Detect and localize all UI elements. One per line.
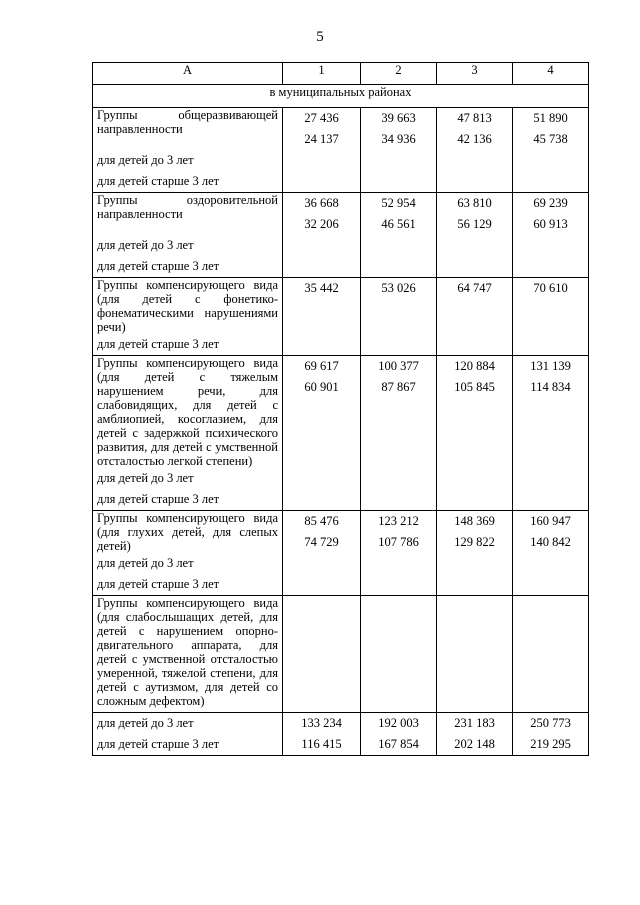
value: 105 845 [454,380,495,394]
column-header-3: 3 [437,63,513,85]
value-cell [437,193,513,278]
value: 129 822 [454,535,495,549]
table-header-row [93,63,589,85]
value: 60 901 [304,380,339,394]
table-row [93,596,589,713]
table-row [93,108,589,193]
value: 39 663 [381,111,416,125]
age-label: для детей старше 3 лет [97,492,220,506]
group-name: Группы компенсирующего вида (для детей с фонетико-фонематическими нарушениями речи) [97,278,278,334]
age-label: для детей до 3 лет [97,471,194,485]
age-label: для детей старше 3 лет [97,174,220,188]
value: 133 234 [301,716,342,730]
value: 35 442 [304,281,339,295]
value: 56 129 [457,217,492,231]
value: 114 834 [530,380,571,394]
age-label: для детей старше 3 лет [97,337,220,351]
age-label: для детей до 3 лет [97,238,194,252]
value: 123 212 [378,514,419,528]
value: 64 747 [457,281,492,295]
value: 32 206 [304,217,339,231]
value-cell [361,193,437,278]
value-cell [513,713,589,756]
value-cell [361,108,437,193]
value-cell [283,511,361,596]
value-cell [437,108,513,193]
value-cell [437,356,513,511]
value-cell [361,511,437,596]
value: 27 436 [304,111,339,125]
age-label: для детей старше 3 лет [97,737,220,751]
table-row [93,193,589,278]
group-cell [93,193,283,278]
age-label: для детей до 3 лет [97,556,194,570]
value: 63 810 [457,196,492,210]
group-name: Группы компенсирующего вида (для детей с тяжелым нарушением речи, для слабовидящих, для детей с амблиопией, косоглазием, для детей с задержкой психического развития, для детей с умственной отсталостью легкой степени) [97,356,278,468]
value-cell [361,713,437,756]
group-cell [93,596,283,713]
age-label: для детей до 3 лет [97,716,194,730]
value: 231 183 [454,716,495,730]
value: 69 617 [304,359,339,373]
empty-cell [361,596,437,713]
value-cell [513,108,589,193]
value-cell [361,278,437,356]
age-label: для детей до 3 лет [97,153,194,167]
group-cell [93,356,283,511]
value: 53 026 [381,281,416,295]
value: 42 136 [457,132,492,146]
column-header-2: 2 [361,63,437,85]
group-cell [93,108,283,193]
column-header-1: 1 [283,63,361,85]
value: 87 867 [381,380,416,394]
value: 107 786 [378,535,419,549]
value-cell [283,193,361,278]
value: 250 773 [530,716,571,730]
value: 131 139 [530,359,571,373]
group-cell [93,278,283,356]
value-cell [283,278,361,356]
age-label: для детей старше 3 лет [97,259,220,273]
table-row [93,278,589,356]
value-cell [513,278,589,356]
value: 167 854 [378,737,419,751]
column-header-4: 4 [513,63,589,85]
value: 52 954 [381,196,416,210]
value: 45 738 [533,132,568,146]
group-name: Группы общеразвивающей направленности [97,108,278,136]
value-cell [513,511,589,596]
value: 219 295 [530,737,571,751]
value: 120 884 [454,359,495,373]
value: 70 610 [533,281,568,295]
value-cell [437,713,513,756]
value: 36 668 [304,196,339,210]
column-header-a: А [93,63,283,85]
table-row [93,713,589,756]
value: 46 561 [381,217,416,231]
section-row [93,85,589,108]
value: 34 936 [381,132,416,146]
value-cell [283,713,361,756]
value-cell [437,278,513,356]
tariff-table [92,62,589,756]
group-cell [93,713,283,756]
value-cell [513,193,589,278]
page-number: 5 [316,29,324,45]
value: 192 003 [378,716,419,730]
table-row [93,356,589,511]
group-name: Группы компенсирующего вида (для слабослышащих детей, для детей с нарушением опорно-двигательного аппарата, для детей с умственной отсталостью умеренной, тяжелой степени, для детей с аутизмом, для детей со сложным дефектом) [97,596,278,708]
value: 60 913 [533,217,568,231]
empty-cell [513,596,589,713]
value: 160 947 [530,514,571,528]
group-name: Группы компенсирующего вида (для глухих детей, для слепых детей) [97,511,278,553]
value: 100 377 [378,359,419,373]
value: 47 813 [457,111,492,125]
section-title: в муниципальных районах [93,85,589,108]
group-name: Группы оздоровительной направленности [97,193,278,221]
value: 116 415 [301,737,342,751]
empty-cell [283,596,361,713]
value-cell [361,356,437,511]
empty-cell [437,596,513,713]
value: 148 369 [454,514,495,528]
value-cell [437,511,513,596]
group-cell [93,511,283,596]
value-cell [283,356,361,511]
value: 24 137 [304,132,339,146]
value: 85 476 [304,514,339,528]
value: 51 890 [533,111,568,125]
table-row [93,511,589,596]
value: 74 729 [304,535,339,549]
value-cell [513,356,589,511]
value-cell [283,108,361,193]
value: 140 842 [530,535,571,549]
age-label: для детей старше 3 лет [97,577,220,591]
value: 202 148 [454,737,495,751]
value: 69 239 [533,196,568,210]
